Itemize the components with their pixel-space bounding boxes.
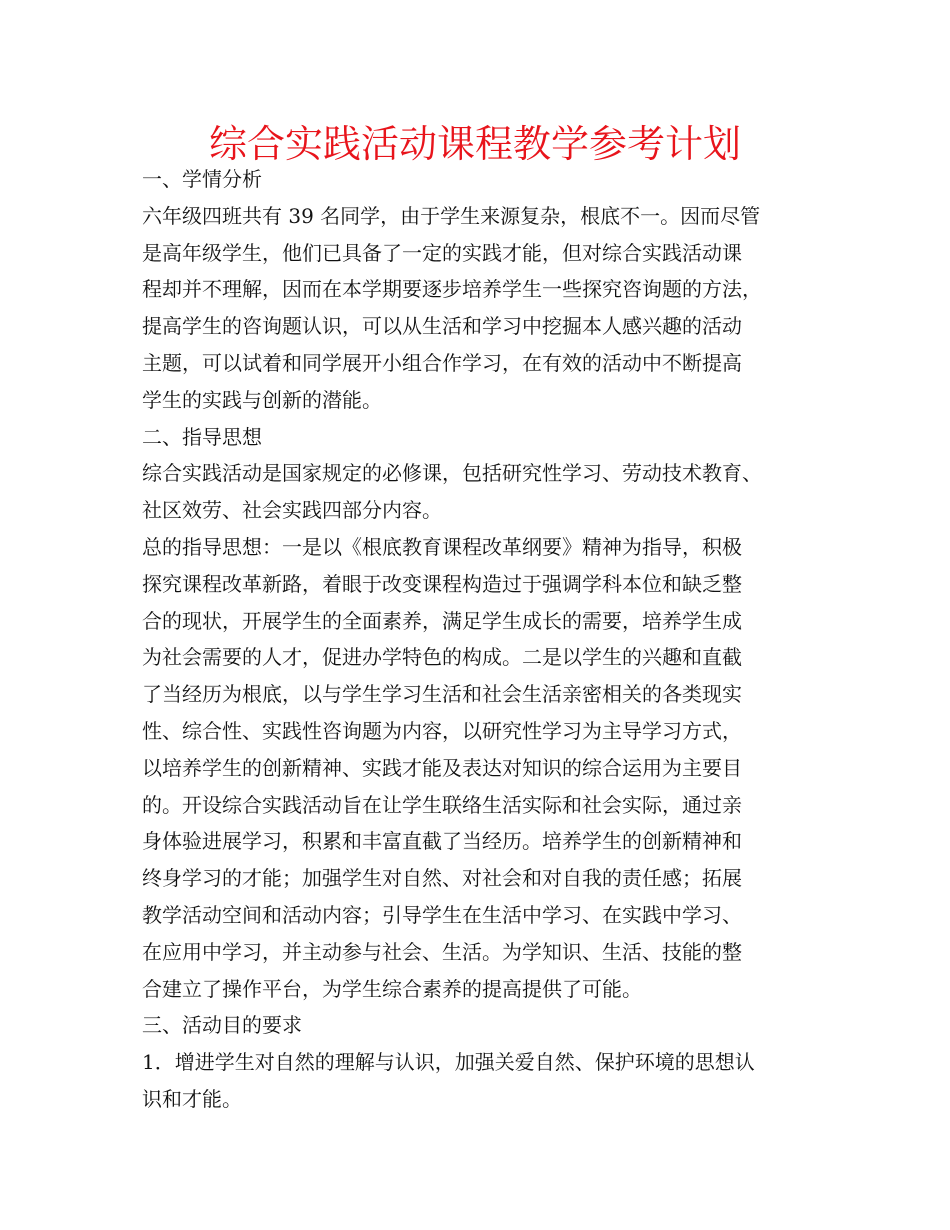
paragraph-line: 身体验进展学习，积累和丰富直截了当经历。培养学生的创新精神和 xyxy=(142,829,742,854)
paragraph-line: 为社会需要的人才，促进办学特色的构成。二是以学生的兴趣和直截 xyxy=(142,645,742,670)
section-heading-guiding-thought: 二、指导思想 xyxy=(142,424,262,449)
paragraph-line: 教学活动空间和活动内容；引导学生在生活中学习、在实践中学习、 xyxy=(142,902,742,927)
paragraph-line: 主题，可以试着和同学展开小组合作学习，在有效的活动中不断提高 xyxy=(142,350,742,375)
paragraph-line: 程却并不理解，因而在本学期要逐步培养学生一些探究咨询题的方法， xyxy=(142,277,762,302)
paragraph-line: 六年级四班共有 39 名同学，由于学生来源复杂，根底不一。因而尽管 xyxy=(142,203,761,228)
paragraph-line: 在应用中学习，并主动参与社会、生活。为学知识、生活、技能的整 xyxy=(142,939,742,964)
document-body xyxy=(142,161,832,1118)
paragraph-line: 探究课程改革新路，着眼于改变课程构造过于强调学科本位和缺乏整 xyxy=(142,571,742,596)
section-heading-learning-analysis: 一、学情分析 xyxy=(142,167,262,191)
paragraph-line: 以培养学生的创新精神、实践才能及表达对知识的综合运用为主要目 xyxy=(142,755,742,780)
paragraph-line: 的。开设综合实践活动旨在让学生联络生活实际和社会实际，通过亲 xyxy=(142,792,742,817)
document-title: 综合实践活动课程教学参考计划 xyxy=(208,122,741,166)
paragraph-line: 性、综合性、实践性咨询题为内容，以研究性学习为主导学习方式， xyxy=(142,718,742,743)
paragraph-line: 总的指导思想：一是以《根底教育课程改革纲要》精神为指导，积极 xyxy=(142,534,742,559)
paragraph-line: 社区效劳、社会实践四部分内容。 xyxy=(142,498,442,523)
paragraph-line: 合建立了操作平台，为学生综合素养的提高提供了可能。 xyxy=(142,976,642,1001)
paragraph-line: 学生的实践与创新的潜能。 xyxy=(142,387,382,412)
paragraph-line: 合的现状，开展学生的全面素养，满足学生成长的需要，培养学生成 xyxy=(142,608,742,633)
paragraph-line: 了当经历为根底，以与学生学习生活和社会生活亲密相关的各类现实 xyxy=(142,682,742,707)
paragraph-line: 是高年级学生，他们已具备了一定的实践才能，但对综合实践活动课 xyxy=(142,240,742,265)
list-item-line: 识和才能。 xyxy=(142,1086,242,1111)
paragraph-line: 综合实践活动是国家规定的必修课，包括研究性学习、劳动技术教育、 xyxy=(142,461,762,486)
list-item-line: 1．增进学生对自然的理解与认识，加强关爱自然、保护环境的思想认 xyxy=(142,1050,755,1075)
paragraph-line: 终身学习的才能；加强学生对自然、对社会和对自我的责任感；拓展 xyxy=(142,866,742,891)
section-heading-activity-goals: 三、活动目的要求 xyxy=(142,1013,302,1038)
paragraph-line: 提高学生的咨询题认识，可以从生活和学习中挖掘本人感兴趣的活动 xyxy=(142,314,742,339)
